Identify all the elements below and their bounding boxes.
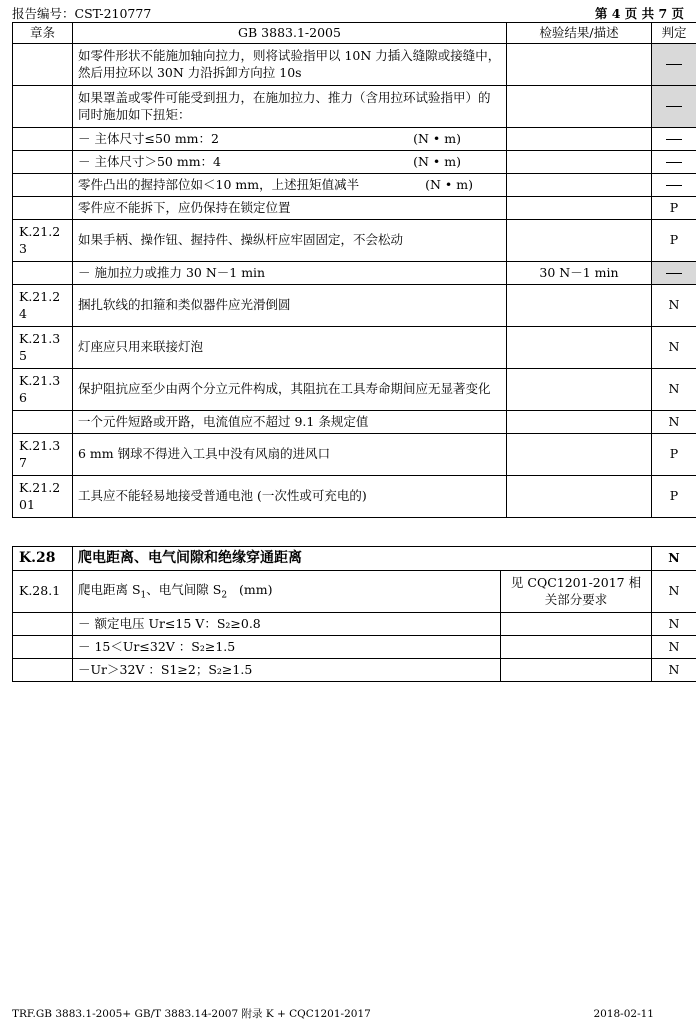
clause-cell: K.21.201 [13, 476, 73, 518]
table-row [13, 128, 696, 151]
unit-label: (N • m) [413, 130, 461, 146]
table-row [13, 369, 696, 411]
result-cell [507, 327, 652, 369]
clause-cell [13, 411, 73, 434]
column-header-standard: GB 3883.1-2005 [73, 23, 507, 44]
requirement-text: 零件凸出的握持部位如＜10 mm，上述扭矩值减半 [78, 176, 360, 192]
table-header-row [13, 23, 696, 44]
page-footer [12, 1007, 684, 1021]
table-row [13, 327, 696, 369]
clause-cell [13, 86, 73, 128]
table-row [13, 434, 696, 476]
table-row [13, 285, 696, 327]
column-header-verdict: 判定 [652, 23, 696, 44]
verdict-cell: P [652, 220, 696, 262]
footer-date: 2018-02-11 [593, 1008, 654, 1020]
requirement-cell: 保护阻抗应至少由两个分立元件构成，其阻抗在工具寿命期间应无显著变化 [73, 369, 507, 411]
section-clause: K.28 [13, 547, 73, 571]
table-row [13, 659, 696, 682]
clause-cell: K.21.37 [13, 434, 73, 476]
verdict-cell: N [652, 411, 696, 434]
clause-cell [13, 44, 73, 86]
table-row [13, 174, 696, 197]
footer-form-id: TRF.GB 3883.1-2005+ GB/T 3883.14-2007 附录 K + CQC1201-2017 [12, 1008, 371, 1020]
requirement-cell [73, 571, 501, 613]
verdict-cell [652, 151, 696, 174]
requirement-cell: － 额定电压 Ur≤15 V：S₂≥0.8 [73, 613, 501, 636]
requirement-cell: －Ur＞32V ：S1≥2；S₂≥1.5 [73, 659, 501, 682]
result-cell [507, 44, 652, 86]
clause-cell [13, 659, 73, 682]
table-row [13, 476, 696, 518]
clause-cell: K.21.23 [13, 220, 73, 262]
subscript: 2 [221, 590, 228, 601]
column-header-result: 检验结果/描述 [507, 23, 652, 44]
clause-cell [13, 262, 73, 285]
result-cell [507, 151, 652, 174]
requirement-cell [73, 174, 507, 197]
section-title: 爬电距离、电气间隙和绝缘穿通距离 [73, 547, 652, 571]
report-number: 报告编号：CST-210777 [12, 6, 152, 21]
page-number: 第 4 页 共 7 页 [594, 6, 684, 21]
requirement-cell: 如果手柄、操作钮、握持件、操纵杆应牢固固定，不会松动 [73, 220, 507, 262]
result-cell [507, 476, 652, 518]
requirement-text: 、电气间隙 S [146, 581, 222, 597]
requirement-cell: 如果罩盖或零件可能受到扭力，在施加拉力、推力（含用拉环试验指甲）的同时施加如下扭矩： [73, 86, 507, 128]
clause-cell [13, 613, 73, 636]
result-cell [507, 434, 652, 476]
requirements-table [12, 22, 696, 518]
table-row [13, 636, 696, 659]
dash-mark [666, 64, 682, 65]
verdict-cell [652, 262, 696, 285]
table-row [13, 262, 696, 285]
requirement-text: － 主体尺寸＞50 mm：4 [78, 153, 222, 169]
table-row [13, 44, 696, 86]
unit-label: (N • m) [413, 153, 461, 169]
verdict-cell [652, 174, 696, 197]
requirement-cell: 一个元件短路或开路，电流值应不超过 9.1 条规定值 [73, 411, 507, 434]
requirement-cell: 工具应不能轻易地接受普通电池 (一次性或可充电的) [73, 476, 507, 518]
result-cell [507, 174, 652, 197]
verdict-cell: N [652, 285, 696, 327]
result-cell: 见 CQC1201-2017 相关部分要求 [501, 571, 652, 613]
clause-cell: K.21.24 [13, 285, 73, 327]
clause-cell [13, 151, 73, 174]
verdict-cell: N [652, 327, 696, 369]
verdict-cell: N [652, 636, 696, 659]
verdict-cell [652, 128, 696, 151]
verdict-cell: N [652, 369, 696, 411]
verdict-cell: N [652, 659, 696, 682]
dash-mark [666, 273, 682, 274]
table-row [13, 220, 696, 262]
dash-mark [666, 106, 682, 107]
result-cell [501, 613, 652, 636]
requirement-text: － 主体尺寸≤50 mm：2 [78, 130, 219, 146]
clause-cell [13, 197, 73, 220]
requirement-cell [73, 128, 507, 151]
clause-cell: K.21.36 [13, 369, 73, 411]
verdict-cell: P [652, 434, 696, 476]
page-header [12, 6, 684, 22]
result-cell: 30 N－1 min [507, 262, 652, 285]
requirement-cell: － 15＜Ur≤32V ：S₂≥1.5 [73, 636, 501, 659]
requirement-cell: － 施加拉力或推力 30 N－1 min [73, 262, 507, 285]
clause-cell: K.21.35 [13, 327, 73, 369]
result-cell [507, 220, 652, 262]
verdict-cell: N [652, 613, 696, 636]
column-header-clause: 章条 [13, 23, 73, 44]
subscript: 1 [140, 590, 147, 601]
requirement-cell [73, 151, 507, 174]
section-heading-row [13, 547, 696, 571]
verdict-cell: P [652, 476, 696, 518]
section-verdict: N [652, 547, 696, 571]
table-row [13, 613, 696, 636]
table-row [13, 86, 696, 128]
dash-mark [666, 185, 682, 186]
dash-mark [666, 139, 682, 140]
unit-label: (N • m) [425, 176, 473, 192]
table-row [13, 151, 696, 174]
result-cell [507, 369, 652, 411]
dash-mark [666, 162, 682, 163]
clause-cell: K.28.1 [13, 571, 73, 613]
result-cell [507, 197, 652, 220]
result-cell [507, 86, 652, 128]
requirement-cell: 灯座应只用来联接灯泡 [73, 327, 507, 369]
result-cell [507, 411, 652, 434]
result-cell [501, 636, 652, 659]
clause-cell [13, 128, 73, 151]
table-row [13, 197, 696, 220]
requirement-cell: 如零件形状不能施加轴向拉力，则将试验指甲以 10N 力插入缝隙或接缝中，然后用拉环以 30N 力沿拆卸方向拉 10s [73, 44, 507, 86]
requirement-cell: 捆扎软线的扣箍和类似器件应光滑倒圆 [73, 285, 507, 327]
verdict-cell [652, 86, 696, 128]
clause-cell [13, 174, 73, 197]
clause-cell [13, 636, 73, 659]
verdict-cell [652, 44, 696, 86]
table-row [13, 411, 696, 434]
requirement-cell: 零件应不能拆下，应仍保持在锁定位置 [73, 197, 507, 220]
result-cell [507, 285, 652, 327]
table-row [13, 571, 696, 613]
requirement-cell: 6 mm 钢球不得进入工具中没有风扇的进风口 [73, 434, 507, 476]
creepage-table [12, 546, 696, 682]
requirement-text: 爬电距离 S [78, 581, 141, 597]
verdict-cell: P [652, 197, 696, 220]
result-cell [507, 128, 652, 151]
unit-label: (mm) [238, 581, 273, 597]
verdict-cell: N [652, 571, 696, 613]
result-cell [501, 659, 652, 682]
